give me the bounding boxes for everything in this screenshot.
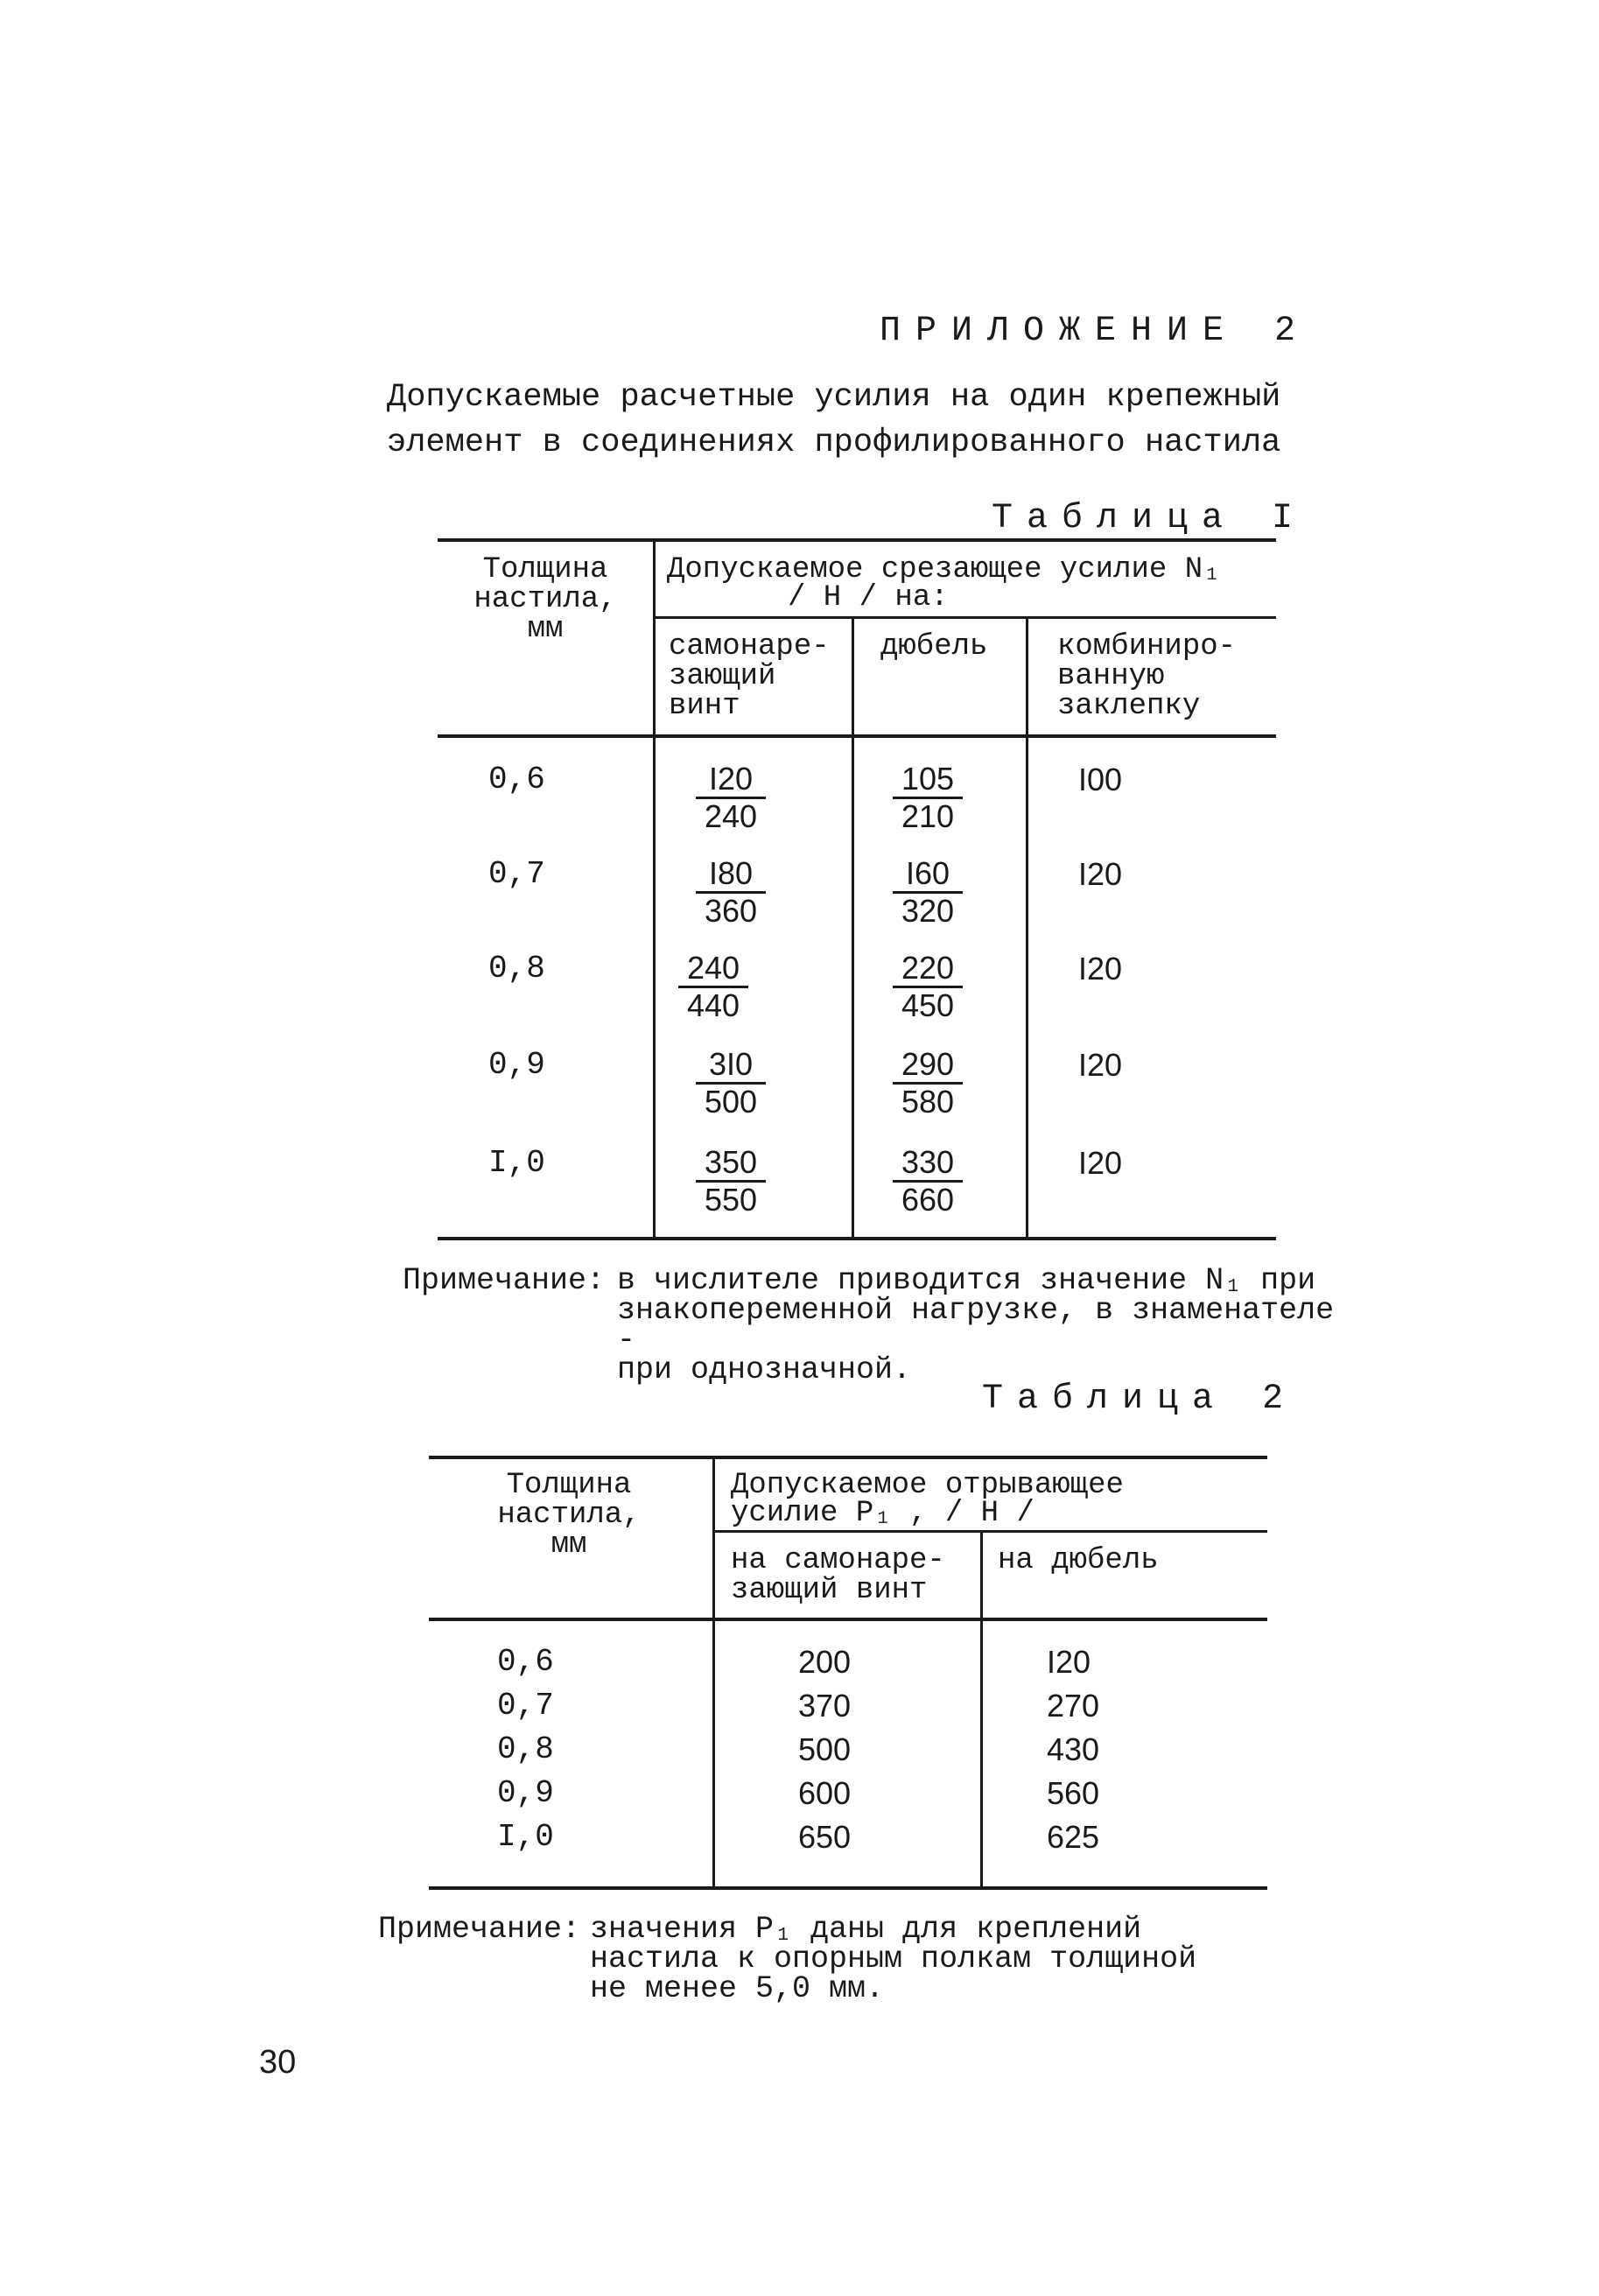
table2-note-label: Примечание: bbox=[378, 1912, 581, 1947]
thickness-cell: 0,8 bbox=[497, 1731, 554, 1767]
screw-force-cell bbox=[696, 856, 766, 929]
table1-caption: Таблица I bbox=[992, 499, 1308, 538]
table2-top-rule bbox=[429, 1456, 1267, 1459]
screw-force-cell: 500 bbox=[798, 1731, 852, 1767]
denominator: 440 bbox=[686, 987, 740, 1023]
rivet-force-cell: I20 bbox=[1078, 1145, 1123, 1181]
denominator: 580 bbox=[901, 1084, 955, 1120]
numerator: 105 bbox=[893, 762, 963, 799]
table2-header-rule bbox=[429, 1618, 1267, 1621]
thickness-cell: 0,7 bbox=[488, 856, 545, 892]
table1-header-rivet: комбиниро- ванную заклепку bbox=[1057, 630, 1237, 723]
rivet-force-cell: I20 bbox=[1078, 951, 1123, 987]
dowel-force-cell: 625 bbox=[1047, 1819, 1100, 1855]
table1-col-divider-1 bbox=[653, 540, 656, 1239]
dowel-force-cell bbox=[893, 762, 963, 834]
numerator: I80 bbox=[696, 856, 766, 894]
screw-force-cell bbox=[696, 762, 766, 834]
numerator: 290 bbox=[893, 1047, 963, 1085]
thickness-cell: 0,9 bbox=[497, 1775, 554, 1811]
table1-bottom-rule bbox=[438, 1237, 1276, 1240]
screw-force-cell: 650 bbox=[798, 1819, 852, 1855]
table1-col-divider-2 bbox=[852, 618, 854, 1239]
screw-force-cell: 370 bbox=[798, 1688, 852, 1724]
table1-note-text: в числителе приводится значение N₁ при знакопеременной нагрузке, в знаменателе - при однозначной. bbox=[617, 1263, 1335, 1387]
denominator: 550 bbox=[704, 1182, 758, 1218]
numerator: 220 bbox=[893, 951, 963, 988]
dowel-force-cell: 560 bbox=[1047, 1775, 1100, 1811]
table1-top-rule bbox=[438, 538, 1276, 542]
numerator: I20 bbox=[696, 762, 766, 799]
table2-header-dowel: на дюбель bbox=[998, 1544, 1159, 1577]
dowel-force-cell bbox=[893, 1047, 963, 1120]
screw-force-cell bbox=[696, 1145, 766, 1218]
table1-header-shear-force: Допускаемое срезающее усилие N₁ bbox=[667, 553, 1221, 586]
rivet-force-cell: I20 bbox=[1078, 1047, 1123, 1083]
numerator: 330 bbox=[893, 1145, 963, 1183]
appendix-title: ПРИЛОЖЕНИЕ 2 bbox=[880, 312, 1311, 351]
page-number: 30 bbox=[259, 2044, 297, 2081]
dowel-force-cell: I20 bbox=[1047, 1644, 1091, 1680]
denominator: 240 bbox=[704, 798, 758, 834]
document-title: Допускаемые расчетные усилия на один крепежный элемент в соединениях профилированного настила bbox=[387, 379, 1281, 461]
screw-force-cell bbox=[678, 951, 748, 1023]
dowel-force-cell bbox=[893, 856, 963, 929]
table2-header-pullout-force-unit: усилие P₁ , / Н / bbox=[731, 1497, 1034, 1530]
table1-header-screw: самонаре- зающий винт bbox=[669, 630, 830, 723]
thickness-cell: 0,6 bbox=[488, 762, 545, 797]
denominator: 210 bbox=[901, 798, 955, 834]
rivet-force-cell: I00 bbox=[1078, 762, 1123, 797]
denominator: 660 bbox=[901, 1182, 955, 1218]
table2-col-divider-1 bbox=[712, 1457, 715, 1888]
numerator: 240 bbox=[678, 951, 748, 988]
thickness-cell: 0,8 bbox=[488, 951, 545, 987]
table1-note-label: Примечание: bbox=[403, 1263, 606, 1298]
numerator: 350 bbox=[696, 1145, 766, 1183]
table1-header-dowel: дюбель bbox=[880, 630, 988, 664]
thickness-cell: 0,9 bbox=[488, 1047, 545, 1083]
screw-force-cell bbox=[696, 1047, 766, 1120]
table1-header-thickness: Толщина настила, мм bbox=[473, 553, 617, 646]
thickness-cell: I,0 bbox=[488, 1145, 545, 1181]
thickness-cell: 0,7 bbox=[497, 1688, 554, 1724]
screw-force-cell: 600 bbox=[798, 1775, 852, 1811]
table2-header-screw: на самонаре- зающий винт bbox=[731, 1544, 945, 1607]
dowel-force-cell: 270 bbox=[1047, 1688, 1100, 1724]
rivet-force-cell: I20 bbox=[1078, 856, 1123, 892]
denominator: 450 bbox=[901, 987, 955, 1023]
table2-col-divider-2 bbox=[980, 1532, 983, 1888]
table2-note-text: значения P₁ даны для креплений настила к опорным полкам толщиной не менее 5,0 мм. bbox=[590, 1912, 1197, 2006]
dowel-force-cell bbox=[893, 1145, 963, 1218]
table2-caption: Таблица 2 bbox=[982, 1380, 1298, 1419]
dowel-force-cell: 430 bbox=[1047, 1731, 1100, 1767]
denominator: 360 bbox=[704, 893, 758, 929]
table1-subheader-rule bbox=[655, 616, 1276, 619]
table2-header-pullout-force: Допускаемое отрывающее bbox=[731, 1469, 1124, 1502]
table1-header-rule bbox=[438, 734, 1276, 738]
numerator: 3I0 bbox=[696, 1047, 766, 1085]
thickness-cell: 0,6 bbox=[497, 1644, 554, 1680]
table1-col-divider-3 bbox=[1026, 618, 1028, 1239]
table2-subheader-rule bbox=[713, 1530, 1267, 1533]
numerator: I60 bbox=[893, 856, 963, 894]
denominator: 500 bbox=[704, 1084, 758, 1120]
table2-header-thickness: Толщина настила, мм bbox=[497, 1469, 641, 1562]
denominator: 320 bbox=[901, 893, 955, 929]
table2-bottom-rule bbox=[429, 1886, 1267, 1890]
dowel-force-cell bbox=[893, 951, 963, 1023]
screw-force-cell: 200 bbox=[798, 1644, 852, 1680]
thickness-cell: I,0 bbox=[497, 1819, 554, 1855]
table1-header-shear-force-unit: / Н / на: bbox=[788, 581, 949, 614]
